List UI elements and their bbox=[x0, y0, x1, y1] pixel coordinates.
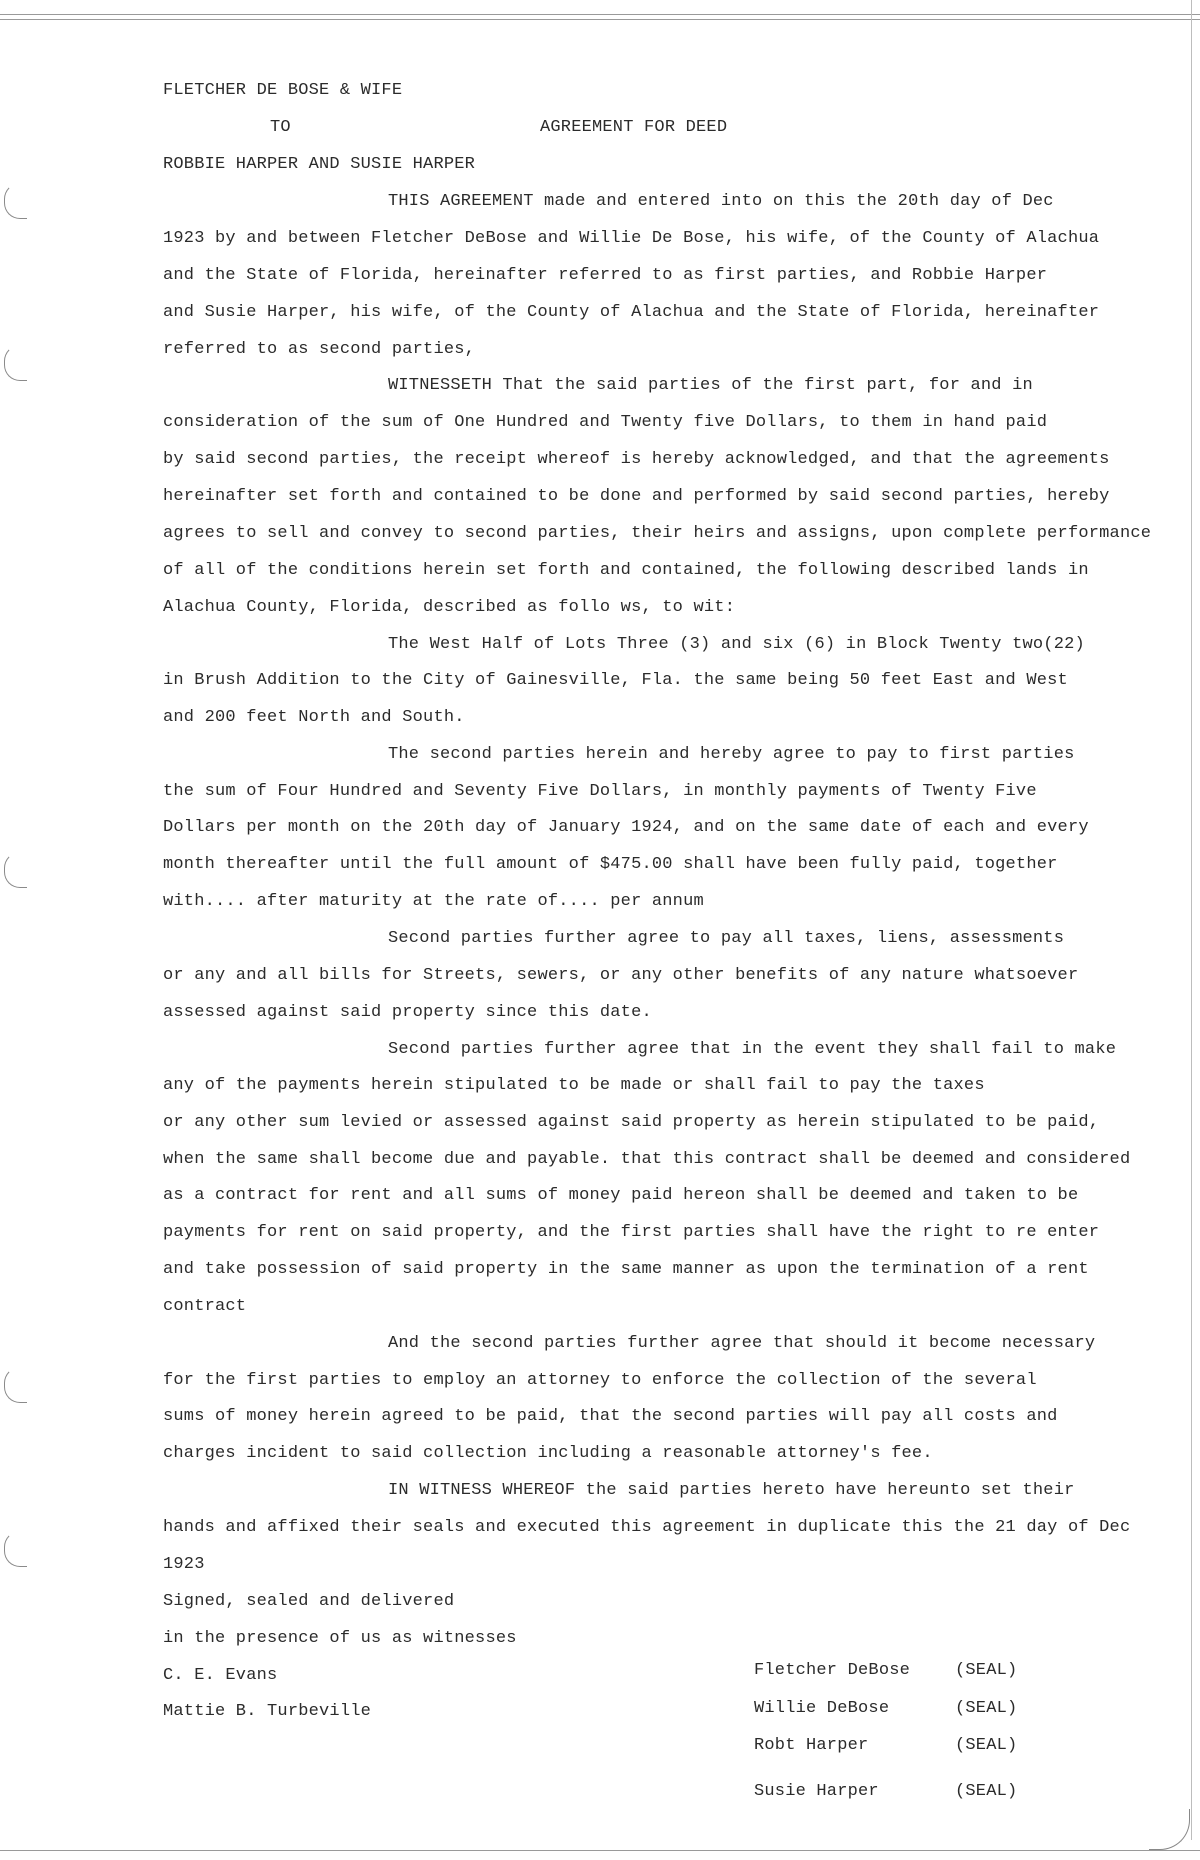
page-corner bbox=[1149, 1809, 1190, 1850]
body-line: assessed against said property since this date. bbox=[163, 1003, 652, 1022]
body-line: And the second parties further agree that should it become necessary bbox=[388, 1334, 1096, 1353]
body-line: Dollars per month on the 20th day of January 1924, and on the same date of each and every bbox=[163, 818, 1089, 837]
body-line: month thereafter until the full amount of $475.00 shall have been fully paid, together bbox=[163, 855, 1058, 874]
signatory-name: Willie DeBose bbox=[754, 1699, 890, 1718]
body-line: contract bbox=[163, 1297, 247, 1316]
body-line: by said second parties, the receipt whereof is hereby acknowledged, and that the agreements bbox=[163, 450, 1110, 469]
body-line: agrees to sell and convey to second parties, their heirs and assigns, upon complete performance bbox=[163, 524, 1152, 543]
to-heading: TO bbox=[270, 118, 291, 137]
body-line: and 200 feet North and South. bbox=[163, 708, 465, 727]
body-line: Alachua County, Florida, described as follo ws, to wit: bbox=[163, 598, 736, 617]
punch-hole-2 bbox=[4, 345, 27, 381]
body-line: 1923 by and between Fletcher DeBose and Willie De Bose, his wife, of the County of Alachua bbox=[163, 229, 1100, 248]
top-rule-2 bbox=[0, 19, 1200, 20]
body-line: WITNESSETH That the said parties of the first part, for and in bbox=[388, 376, 1033, 395]
grantors-heading: FLETCHER DE BOSE & WIFE bbox=[163, 81, 403, 100]
body-line: any of the payments herein stipulated to be made or shall fail to pay the taxes bbox=[163, 1076, 985, 1095]
body-line: or any other sum levied or assessed against said property as herein stipulated to be paid, bbox=[163, 1113, 1100, 1132]
page-edge bbox=[1191, 0, 1192, 1840]
body-line: when the same shall become due and payable. that this contract shall be deemed and considered bbox=[163, 1150, 1131, 1169]
body-line: Second parties further agree that in the event they shall fail to make bbox=[388, 1040, 1117, 1059]
body-line: The West Half of Lots Three (3) and six (6) in Block Twenty two(22) bbox=[388, 635, 1085, 654]
body-line: and the State of Florida, hereinafter referred to as first parties, and Robbie Harper bbox=[163, 266, 1048, 285]
body-line: IN WITNESS WHEREOF the said parties hereto have hereunto set their bbox=[388, 1481, 1075, 1500]
body-line: Second parties further agree to pay all taxes, liens, assessments bbox=[388, 929, 1065, 948]
body-line: hands and affixed their seals and executed this agreement in duplicate this the 21 day of Dec bbox=[163, 1518, 1131, 1537]
punch-hole-5 bbox=[4, 1531, 27, 1567]
body-line: referred to as second parties, bbox=[163, 340, 476, 359]
body-line: consideration of the sum of One Hundred and Twenty five Dollars, to them in hand paid bbox=[163, 413, 1048, 432]
signatory-name: Robt Harper bbox=[754, 1736, 869, 1755]
punch-hole-3 bbox=[4, 852, 27, 888]
body-line: hereinafter set forth and contained to be done and performed by said second parties, hereby bbox=[163, 487, 1110, 506]
punch-hole-1 bbox=[4, 183, 27, 219]
bottom-rule bbox=[0, 1850, 1200, 1851]
witness-name: C. E. Evans bbox=[163, 1666, 278, 1685]
body-line: with.... after maturity at the rate of.... per annum bbox=[163, 892, 704, 911]
body-line: and Susie Harper, his wife, of the County of Alachua and the State of Florida, hereinafter bbox=[163, 303, 1100, 322]
body-line: or any and all bills for Streets, sewers, or any other benefits of any nature whatsoever bbox=[163, 966, 1079, 985]
body-line: charges incident to said collection including a reasonable attorney's fee. bbox=[163, 1444, 933, 1463]
body-line: the sum of Four Hundred and Seventy Five Dollars, in monthly payments of Twenty Five bbox=[163, 782, 1037, 801]
witness-name: Mattie B. Turbeville bbox=[163, 1702, 372, 1721]
body-line: in the presence of us as witnesses bbox=[163, 1629, 517, 1648]
body-line: Signed, sealed and delivered bbox=[163, 1592, 455, 1611]
body-line: 1923 bbox=[163, 1555, 205, 1574]
body-line: as a contract for rent and all sums of money paid hereon shall be deemed and taken to be bbox=[163, 1186, 1079, 1205]
body-line: THIS AGREEMENT made and entered into on this the 20th day of Dec bbox=[388, 192, 1054, 211]
seal-mark: (SEAL) bbox=[955, 1782, 1018, 1801]
seal-mark: (SEAL) bbox=[955, 1736, 1018, 1755]
body-line: for the first parties to employ an attorney to enforce the collection of the several bbox=[163, 1371, 1037, 1390]
document-title: AGREEMENT FOR DEED bbox=[540, 118, 728, 137]
seal-mark: (SEAL) bbox=[955, 1699, 1018, 1718]
body-line: of all of the conditions herein set forth and contained, the following described lands in bbox=[163, 561, 1089, 580]
punch-hole-4 bbox=[4, 1367, 27, 1403]
top-rule bbox=[0, 14, 1200, 15]
signatory-name: Fletcher DeBose bbox=[754, 1661, 911, 1680]
grantees-heading: ROBBIE HARPER AND SUSIE HARPER bbox=[163, 155, 476, 174]
body-line: sums of money herein agreed to be paid, that the second parties will pay all costs and bbox=[163, 1407, 1058, 1426]
body-line: and take possession of said property in the same manner as upon the termination of a rent bbox=[163, 1260, 1089, 1279]
body-line: The second parties herein and hereby agree to pay to first parties bbox=[388, 745, 1075, 764]
body-line: in Brush Addition to the City of Gainesville, Fla. the same being 50 feet East and West bbox=[163, 671, 1068, 690]
body-line: payments for rent on said property, and the first parties shall have the right to re enter bbox=[163, 1223, 1100, 1242]
signatory-name: Susie Harper bbox=[754, 1782, 879, 1801]
seal-mark: (SEAL) bbox=[955, 1661, 1018, 1680]
